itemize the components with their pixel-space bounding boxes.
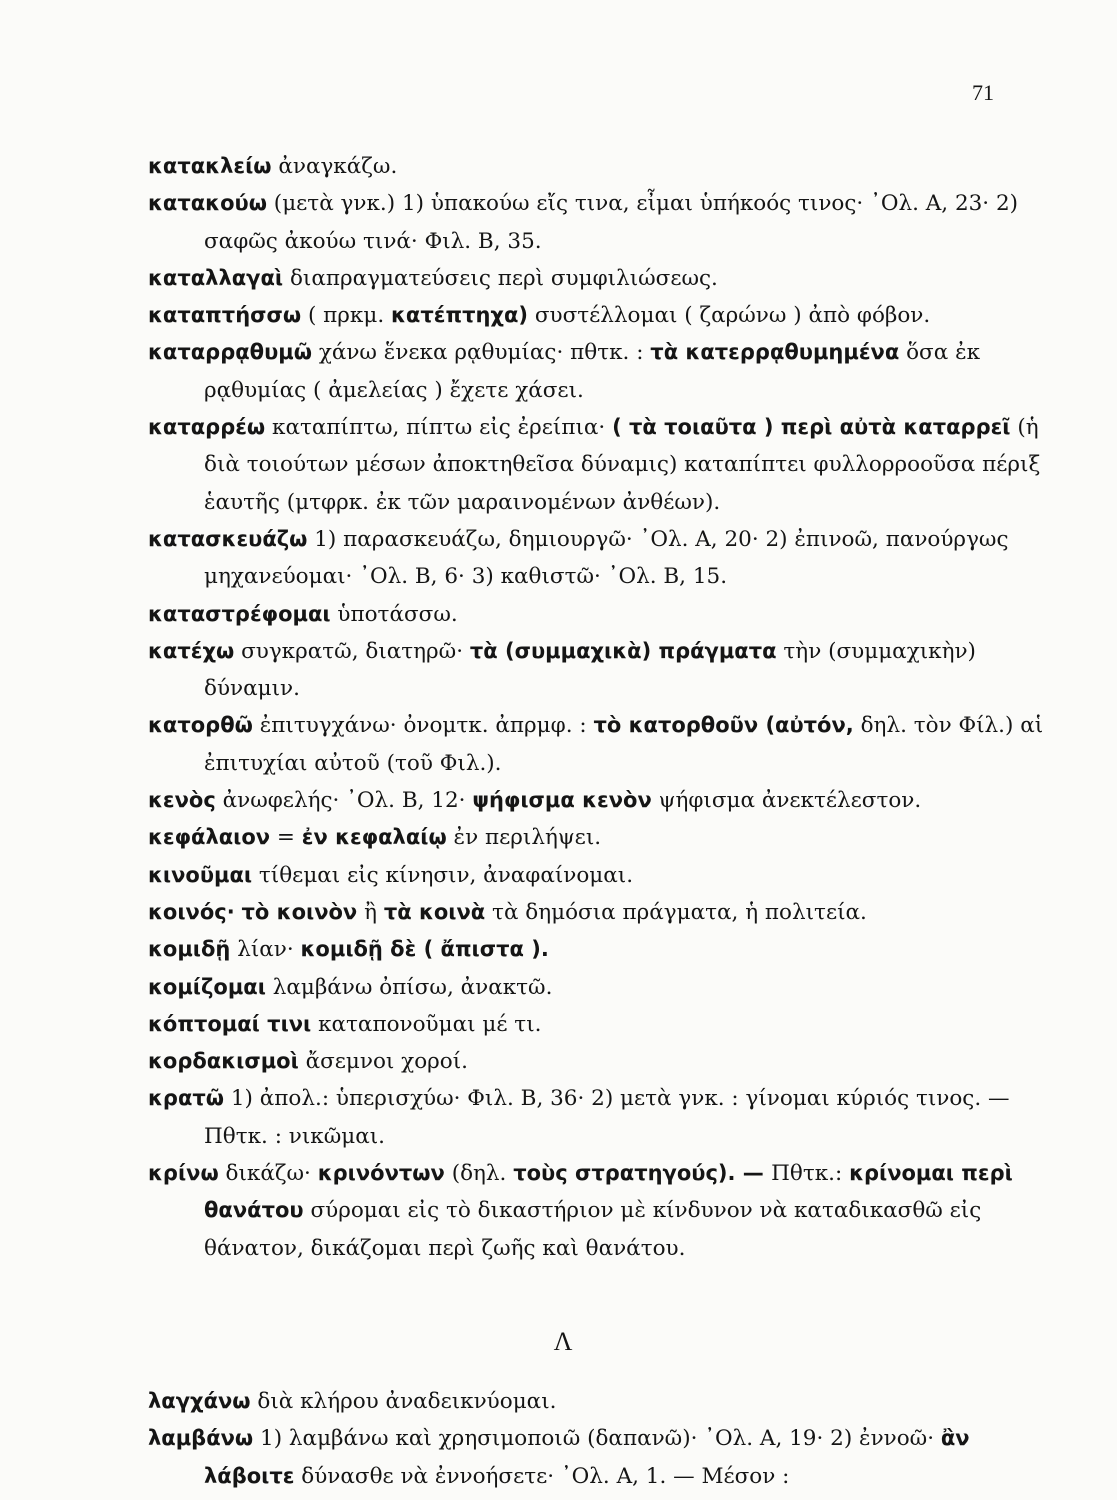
entry: κατακλείω ἀναγκάζω. [148,154,398,179]
entry: λαγχάνω διὰ κλήρου ἀναδεικνύομαι. [148,1388,557,1414]
entry: κατορθῶ ἐπιτυγχάνω· ὀνομτκ. ἀπρμφ. : τὸ κατορθοῦν (αὐτόν, δηλ. τὸν Φίλ.) αἱ ἐπιτυχίαι αὐτοῦ (τοῦ Φιλ.). [148,713,1044,776]
entry: κατακούω (μετὰ γνκ.) 1) ὑπακούω εἴς τινα, εἶμαι ὑπήκοός τινος· ᾿Ολ. Α, 23· 2) σαφῶς ἀκούω τινά· Φιλ. Β, 35. [148,191,1019,254]
headword: κατασκευάζω [148,526,308,551]
headword: καταλλαγαὶ [148,265,284,290]
headword: κατακλείω [148,154,272,178]
page-number: 71 [972,80,994,105]
headword: κινοῦμαι [148,862,253,887]
entry: καταπτήσσω ( πρκμ. κατέπτηχα) συστέλλομαι ( ζαρώνω ) ἀπὸ φόβον. [148,303,931,329]
headword: καταπτήσσω [148,303,302,328]
headword: καταρρέω [148,415,266,440]
entry: κομιδῇ λίαν· κομιδῇ δὲ ( ἄπιστα ). [148,937,549,963]
entry: λαμβάνω 1) λαμβάνω καὶ χρησιμοποιῶ (δαπανῶ)· ᾿Ολ. Α, 19· 2) ἐννοῶ· ἂν λάβοιτε δύνασθε νὰ ἐννοήσετε· ᾿Ολ. Α, 1. — Μέσον : [148,1426,970,1489]
entry: κεφάλαιον = ἐν κεφαλαίῳ ἐν περιλήψει. [148,825,602,851]
headword: λαμβάνω [148,1426,254,1451]
section-letter: Λ [553,1326,573,1356]
entry: κατασκευάζω 1) παρασκευάζω, δημιουργῶ· ᾿Ολ. Α, 20· 2) ἐπινοῶ, πανούργως μηχανεύομαι· ᾿Ολ. Β, 6· 3) καθιστῶ· ᾿Ολ. Β, 15. [148,526,1009,590]
headword: κατέχω [148,638,235,663]
entry: καταρρέω καταπίπτω, πίπτω εἰς ἐρείπια· ( τὰ τοιαῦτα ) περὶ αὐτὰ καταρρεῖ (ἡ διὰ τοιούτων μέσων ἀποκτηθεῖσα δύναμις) καταπίπτει φυλλορροοῦσα πέριξ ἑαυτῆς (μτφρκ. ἐκ τῶν μαραινομένων ἀνθέων). [148,415,1041,515]
entry: κατέχω συγκρατῶ, διατηρῶ· τὰ (συμμαχικὰ) πράγματα τὴν (συμμαχικὴν) δύναμιν. [148,638,976,702]
entry: κινοῦμαι τίθεμαι εἰς κίνησιν, ἀναφαίνομαι. [148,862,634,888]
headword: κοινός· [148,899,235,924]
entry: κομίζομαι λαμβάνω ὀπίσω, ἀνακτῶ. [148,974,553,1000]
headword: κόπτομαί τινι [148,1011,312,1036]
entry: κενὸς ἀνωφελής· ᾿Ολ. Β, 12· ψήφισμα κενὸν ψήφισμα ἀνεκτέλεστον. [148,788,922,814]
headword: κομιδῇ [148,937,231,962]
headword: κατακούω [148,191,267,216]
headword: καταστρέφομαι [148,601,331,626]
entry: κοινός· τὸ κοινὸν ἢ τὰ κοινὰ τὰ δημόσια πράγματα, ἡ πολιτεία. [148,899,867,925]
entry: καταστρέφομαι ὑποτάσσω. [148,601,458,627]
entry: κορδακισμοὶ ἄσεμνοι χοροί. [148,1049,469,1075]
entry: κρατῶ 1) ἀπολ.: ὑπερισχύω· Φιλ. Β, 36· 2) μετὰ γνκ. : γίνομαι κύριός τινος. — Πθτκ. : νικῶμαι. [148,1086,1010,1149]
entry: καταλλαγαὶ διαπραγματεύσεις περὶ συμφιλιώσεως. [148,265,718,291]
entry: καταρρᾳθυμῶ χάνω ἕνεκα ρᾳθυμίας· πθτκ. : τὰ κατερρᾳθυμημένα ὅσα ἐκ ρᾳθυμίας ( ἀμελείας ) ἔχετε χάσει. [148,340,981,403]
glossary-entries [148,148,1048,1495]
entry: κόπτομαί τινι καταπονοῦμαι μέ τι. [148,1011,542,1037]
headword: κομίζομαι [148,974,266,999]
headword: λαγχάνω [148,1388,251,1413]
entry: κρίνω δικάζω· κρινόντων (δηλ. τοὺς στρατηγούς). — Πθτκ.: κρίνομαι περὶ θανάτου σύρομαι εἰς τὸ δικαστήριον μὲ κίνδυνον νὰ καταδικασθῶ εἰς θάνατον, δικάζομαι περὶ ζωῆς καὶ θανάτου. [148,1161,1013,1261]
headword: κρατῶ [148,1086,225,1111]
headword: κενὸς [148,788,216,813]
headword: κατορθῶ [148,713,253,738]
headword: καταρρᾳθυμῶ [148,340,312,365]
headword: κεφάλαιον [148,825,271,850]
headword: κορδακισμοὶ [148,1049,299,1074]
headword: κρίνω [148,1161,219,1186]
